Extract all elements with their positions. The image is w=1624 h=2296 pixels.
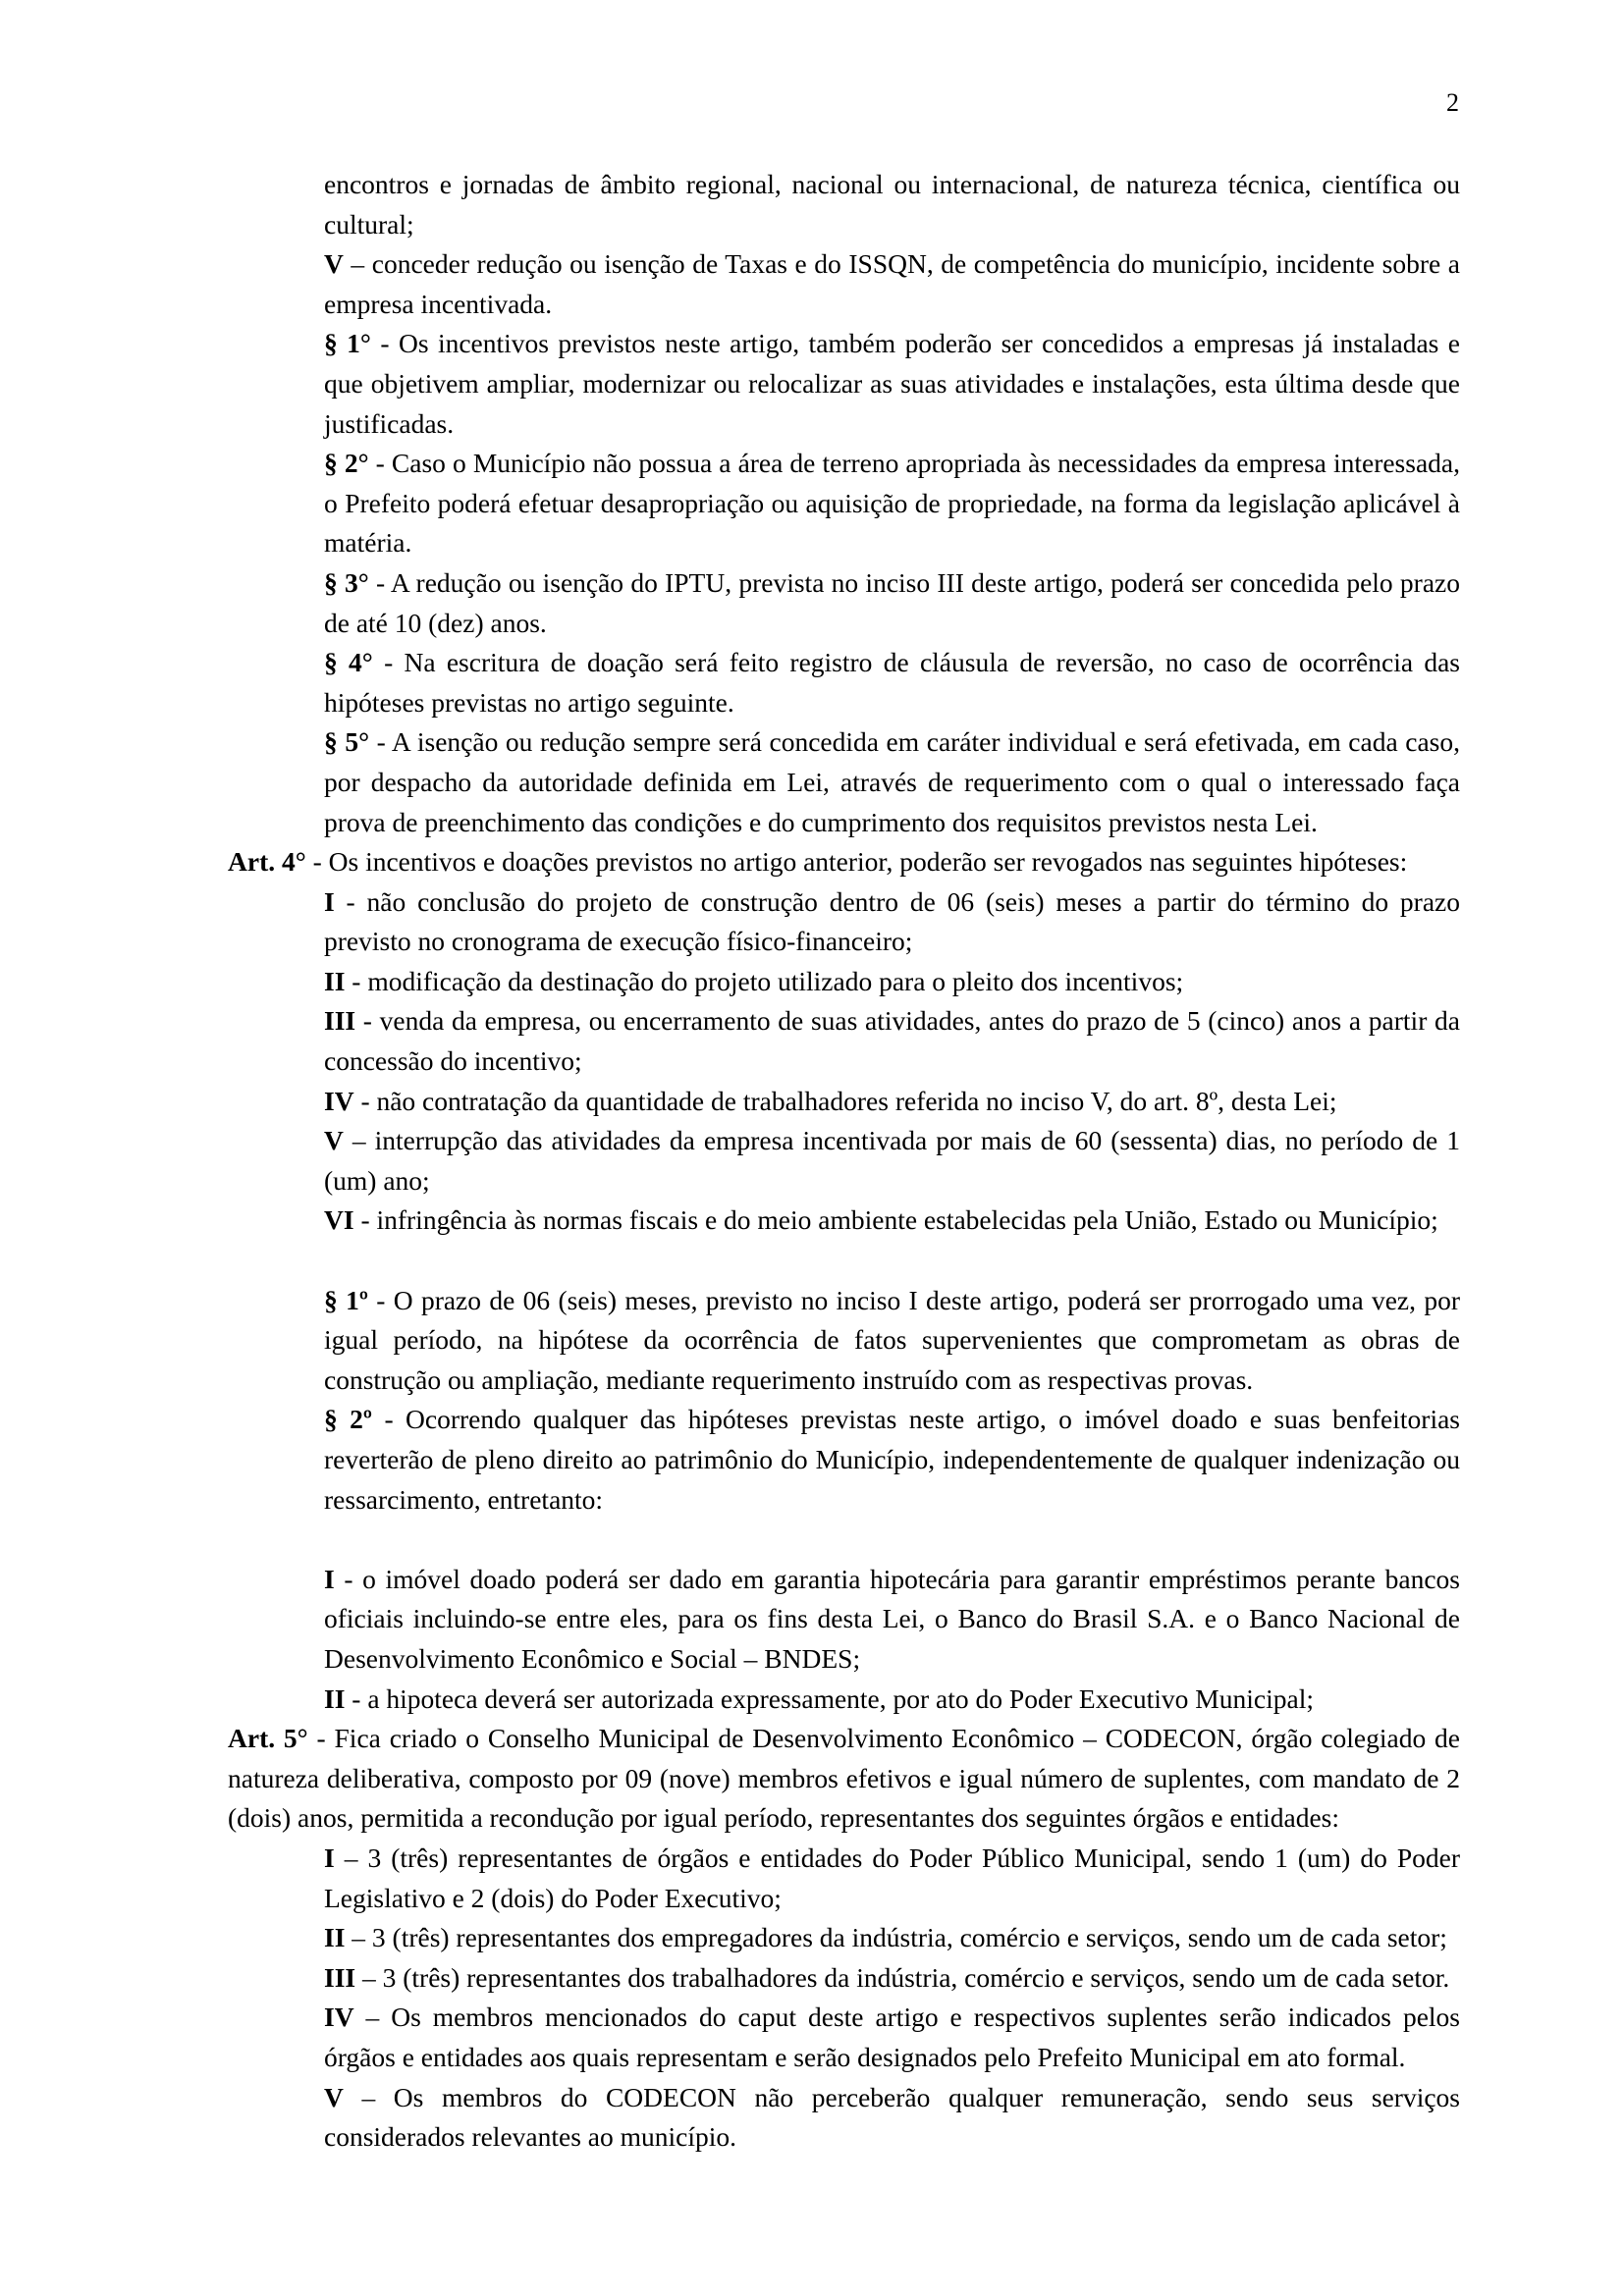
paragraph-marker: I <box>324 885 335 917</box>
paragraph-text: encontros e jornadas de âmbito regional, nacional ou internacional, de natureza técnica, científica ou cultural; <box>324 169 1460 240</box>
paragraph-text: – 3 (três) representantes dos trabalhadores da indústria, comércio e serviços, sendo um de cada setor. <box>355 1961 1450 1993</box>
paragraph-marker: IV <box>324 1085 354 1116</box>
paragraph-cont-inciso-iv <box>228 165 1460 244</box>
paragraph-text: – interrupção das atividades da empresa incentivada por mais de 60 (sessenta) dias, no período de 1 (um) ano; <box>324 1125 1460 1196</box>
paragraph-art4-inciso-i <box>228 882 1460 962</box>
paragraph-par-1-art3 <box>228 324 1460 444</box>
paragraph-par-3-art3 <box>228 563 1460 643</box>
paragraph-art-4 <box>228 842 1460 882</box>
paragraph-art4-inciso-vi <box>228 1201 1460 1241</box>
paragraph-marker: III <box>324 1005 356 1037</box>
paragraph-art4-inciso-iv <box>228 1082 1460 1122</box>
paragraph-art4-inciso-iii <box>228 1001 1460 1081</box>
paragraph-spacer <box>228 1241 1460 1281</box>
paragraph-par2-art4-inciso-i <box>228 1560 1460 1680</box>
paragraph-marker: § 5° <box>324 726 370 758</box>
paragraph-text: - não contratação da quantidade de trabalhadores referida no inciso V, do art. 8º, desta Lei; <box>353 1085 1337 1116</box>
paragraph-marker: V <box>324 1125 344 1156</box>
document-body <box>228 165 1460 2158</box>
page-number: 2 <box>1446 88 1459 117</box>
paragraph-par2-art4-inciso-ii <box>228 1680 1460 1720</box>
paragraph-par-5-art3 <box>228 722 1460 842</box>
paragraph-art4-inciso-v <box>228 1121 1460 1201</box>
paragraph-par-2-art4 <box>228 1400 1460 1520</box>
paragraph-art5-inciso-i <box>228 1839 1460 1918</box>
paragraph-art4-inciso-ii <box>228 962 1460 1002</box>
paragraph-text: – 3 (três) representantes de órgãos e entidades do Poder Público Municipal, sendo 1 (um) do Poder Legislativo e 2 (dois) do Poder Executivo; <box>324 1842 1460 1913</box>
paragraph-text: - o imóvel doado poderá ser dado em garantia hipotecária para garantir empréstimos perante bancos oficiais incluindo-se entre eles, para os fins desta Lei, o Banco do Brasil S.A. e o Banco Nacional de Desenvolvimento Econômico e Social – BNDES; <box>324 1563 1460 1674</box>
paragraph-text: – Os membros mencionados do caput deste artigo e respectivos suplentes serão indicados pelos órgãos e entidades aos quais representam e serão designados pelo Prefeito Municipal em ato formal. <box>324 2002 1460 2072</box>
paragraph-marker: § 1º <box>324 1284 368 1315</box>
paragraph-art5-inciso-v <box>228 2078 1460 2158</box>
paragraph-marker: VI <box>324 1204 354 1236</box>
paragraph-marker: V <box>324 248 344 280</box>
paragraph-text: - infringência às normas fiscais e do meio ambiente estabelecidas pela União, Estado ou Município; <box>353 1204 1438 1236</box>
paragraph-marker: II <box>324 1682 346 1714</box>
paragraph-text: – conceder redução ou isenção de Taxas e do ISSQN, de competência do município, incidente sobre a empresa incentivada. <box>324 248 1460 319</box>
paragraph-par-2-art3 <box>228 444 1460 563</box>
paragraph-text: - O prazo de 06 (seis) meses, previsto no inciso I deste artigo, poderá ser prorrogado uma vez, por igual período, na hipótese da ocorrência de fatos supervenientes que comprometam as obras de construção ou ampliação, mediante requerimento instruído com as respectivas provas. <box>324 1284 1461 1395</box>
paragraph-marker: I <box>324 1842 335 1873</box>
paragraph-marker: § 2° <box>324 448 369 479</box>
paragraph-text: - Os incentivos e doações previstos no artigo anterior, poderão ser revogados nas seguintes hipóteses: <box>305 846 1408 878</box>
paragraph-text: - A redução ou isenção do IPTU, prevista no inciso III deste artigo, poderá ser concedida pelo prazo de até 10 (dez) anos. <box>324 566 1460 638</box>
paragraph-text: - Fica criado o Conselho Municipal de Desenvolvimento Econômico – CODECON, órgão colegiado de natureza deliberativa, composto por 09 (nove) membros efetivos e igual número de suplentes, com mandato de 2 (dois) anos, permitida a recondução por igual período, representantes dos seguintes órgãos e entidades: <box>228 1723 1460 1834</box>
paragraph-inciso-v-art3 <box>228 244 1460 324</box>
paragraph-art5-inciso-iv <box>228 1998 1460 2077</box>
paragraph-art5-inciso-iii <box>228 1958 1460 1999</box>
paragraph-text: – Os membros do CODECON não perceberão qualquer remuneração, sendo seus serviços considerados relevantes ao município. <box>324 2081 1460 2153</box>
paragraph-text: - venda da empresa, ou encerramento de suas atividades, antes do prazo de 5 (cinco) anos a partir da concessão do incentivo; <box>324 1005 1460 1077</box>
paragraph-marker: § 3° <box>324 566 369 598</box>
paragraph-marker: V <box>324 2081 344 2112</box>
paragraph-marker: III <box>324 1961 356 1993</box>
paragraph-spacer <box>228 1520 1460 1560</box>
paragraph-marker: Art. 5° <box>228 1723 308 1754</box>
paragraph-marker: II <box>324 965 346 996</box>
paragraph-art-5 <box>228 1719 1460 1839</box>
paragraph-marker: II <box>324 1922 346 1953</box>
paragraph-par-4-art3 <box>228 643 1460 722</box>
paragraph-marker: I <box>324 1563 335 1594</box>
paragraph-text: - Na escritura de doação será feito registro de cláusula de reversão, no caso de ocorrência das hipóteses previstas no artigo seguinte. <box>324 647 1460 718</box>
paragraph-text: - Os incentivos previstos neste artigo, também poderão ser concedidos a empresas já instaladas e que objetivem ampliar, modernizar ou relocalizar as suas atividades e instalações, esta última desde que justificadas. <box>324 328 1460 439</box>
paragraph-text: - não conclusão do projeto de construção dentro de 06 (seis) meses a partir do término do prazo previsto no cronograma de execução físico-financeiro; <box>324 885 1460 957</box>
paragraph-marker: § 2º <box>324 1404 373 1435</box>
paragraph-text: - modificação da destinação do projeto utilizado para o pleito dos incentivos; <box>345 965 1184 996</box>
paragraph-text: – 3 (três) representantes dos empregadores da indústria, comércio e serviços, sendo um de cada setor; <box>345 1922 1447 1953</box>
paragraph-art5-inciso-ii <box>228 1918 1460 1958</box>
paragraph-marker: IV <box>324 2002 354 2033</box>
paragraph-marker: Art. 4° <box>228 846 306 878</box>
paragraph-par-1-art4 <box>228 1281 1460 1401</box>
paragraph-marker: § 4° <box>324 647 373 678</box>
paragraph-text: - A isenção ou redução sempre será concedida em caráter individual e será efetivada, em cada caso, por despacho da autoridade definida em Lei, através de requerimento com o qual o interessado faça prova de preenchimento das condições e do cumprimento dos requisitos previstos nesta Lei. <box>324 726 1460 837</box>
paragraph-text: - Caso o Município não possua a área de terreno apropriada às necessidades da empresa interessada, o Prefeito poderá efetuar desapropriação ou aquisição de propriedade, na forma da legislação aplicável à matéria. <box>324 448 1460 559</box>
paragraph-marker: § 1° <box>324 328 371 359</box>
paragraph-text: - a hipoteca deverá ser autorizada expressamente, por ato do Poder Executivo Municipal; <box>345 1682 1314 1714</box>
paragraph-text: - Ocorrendo qualquer das hipóteses previstas neste artigo, o imóvel doado e suas benfeitorias reverterão de pleno direito ao patrimônio do Município, independentemente de qualquer indenização ou ressarcimento, entretanto: <box>324 1404 1460 1515</box>
